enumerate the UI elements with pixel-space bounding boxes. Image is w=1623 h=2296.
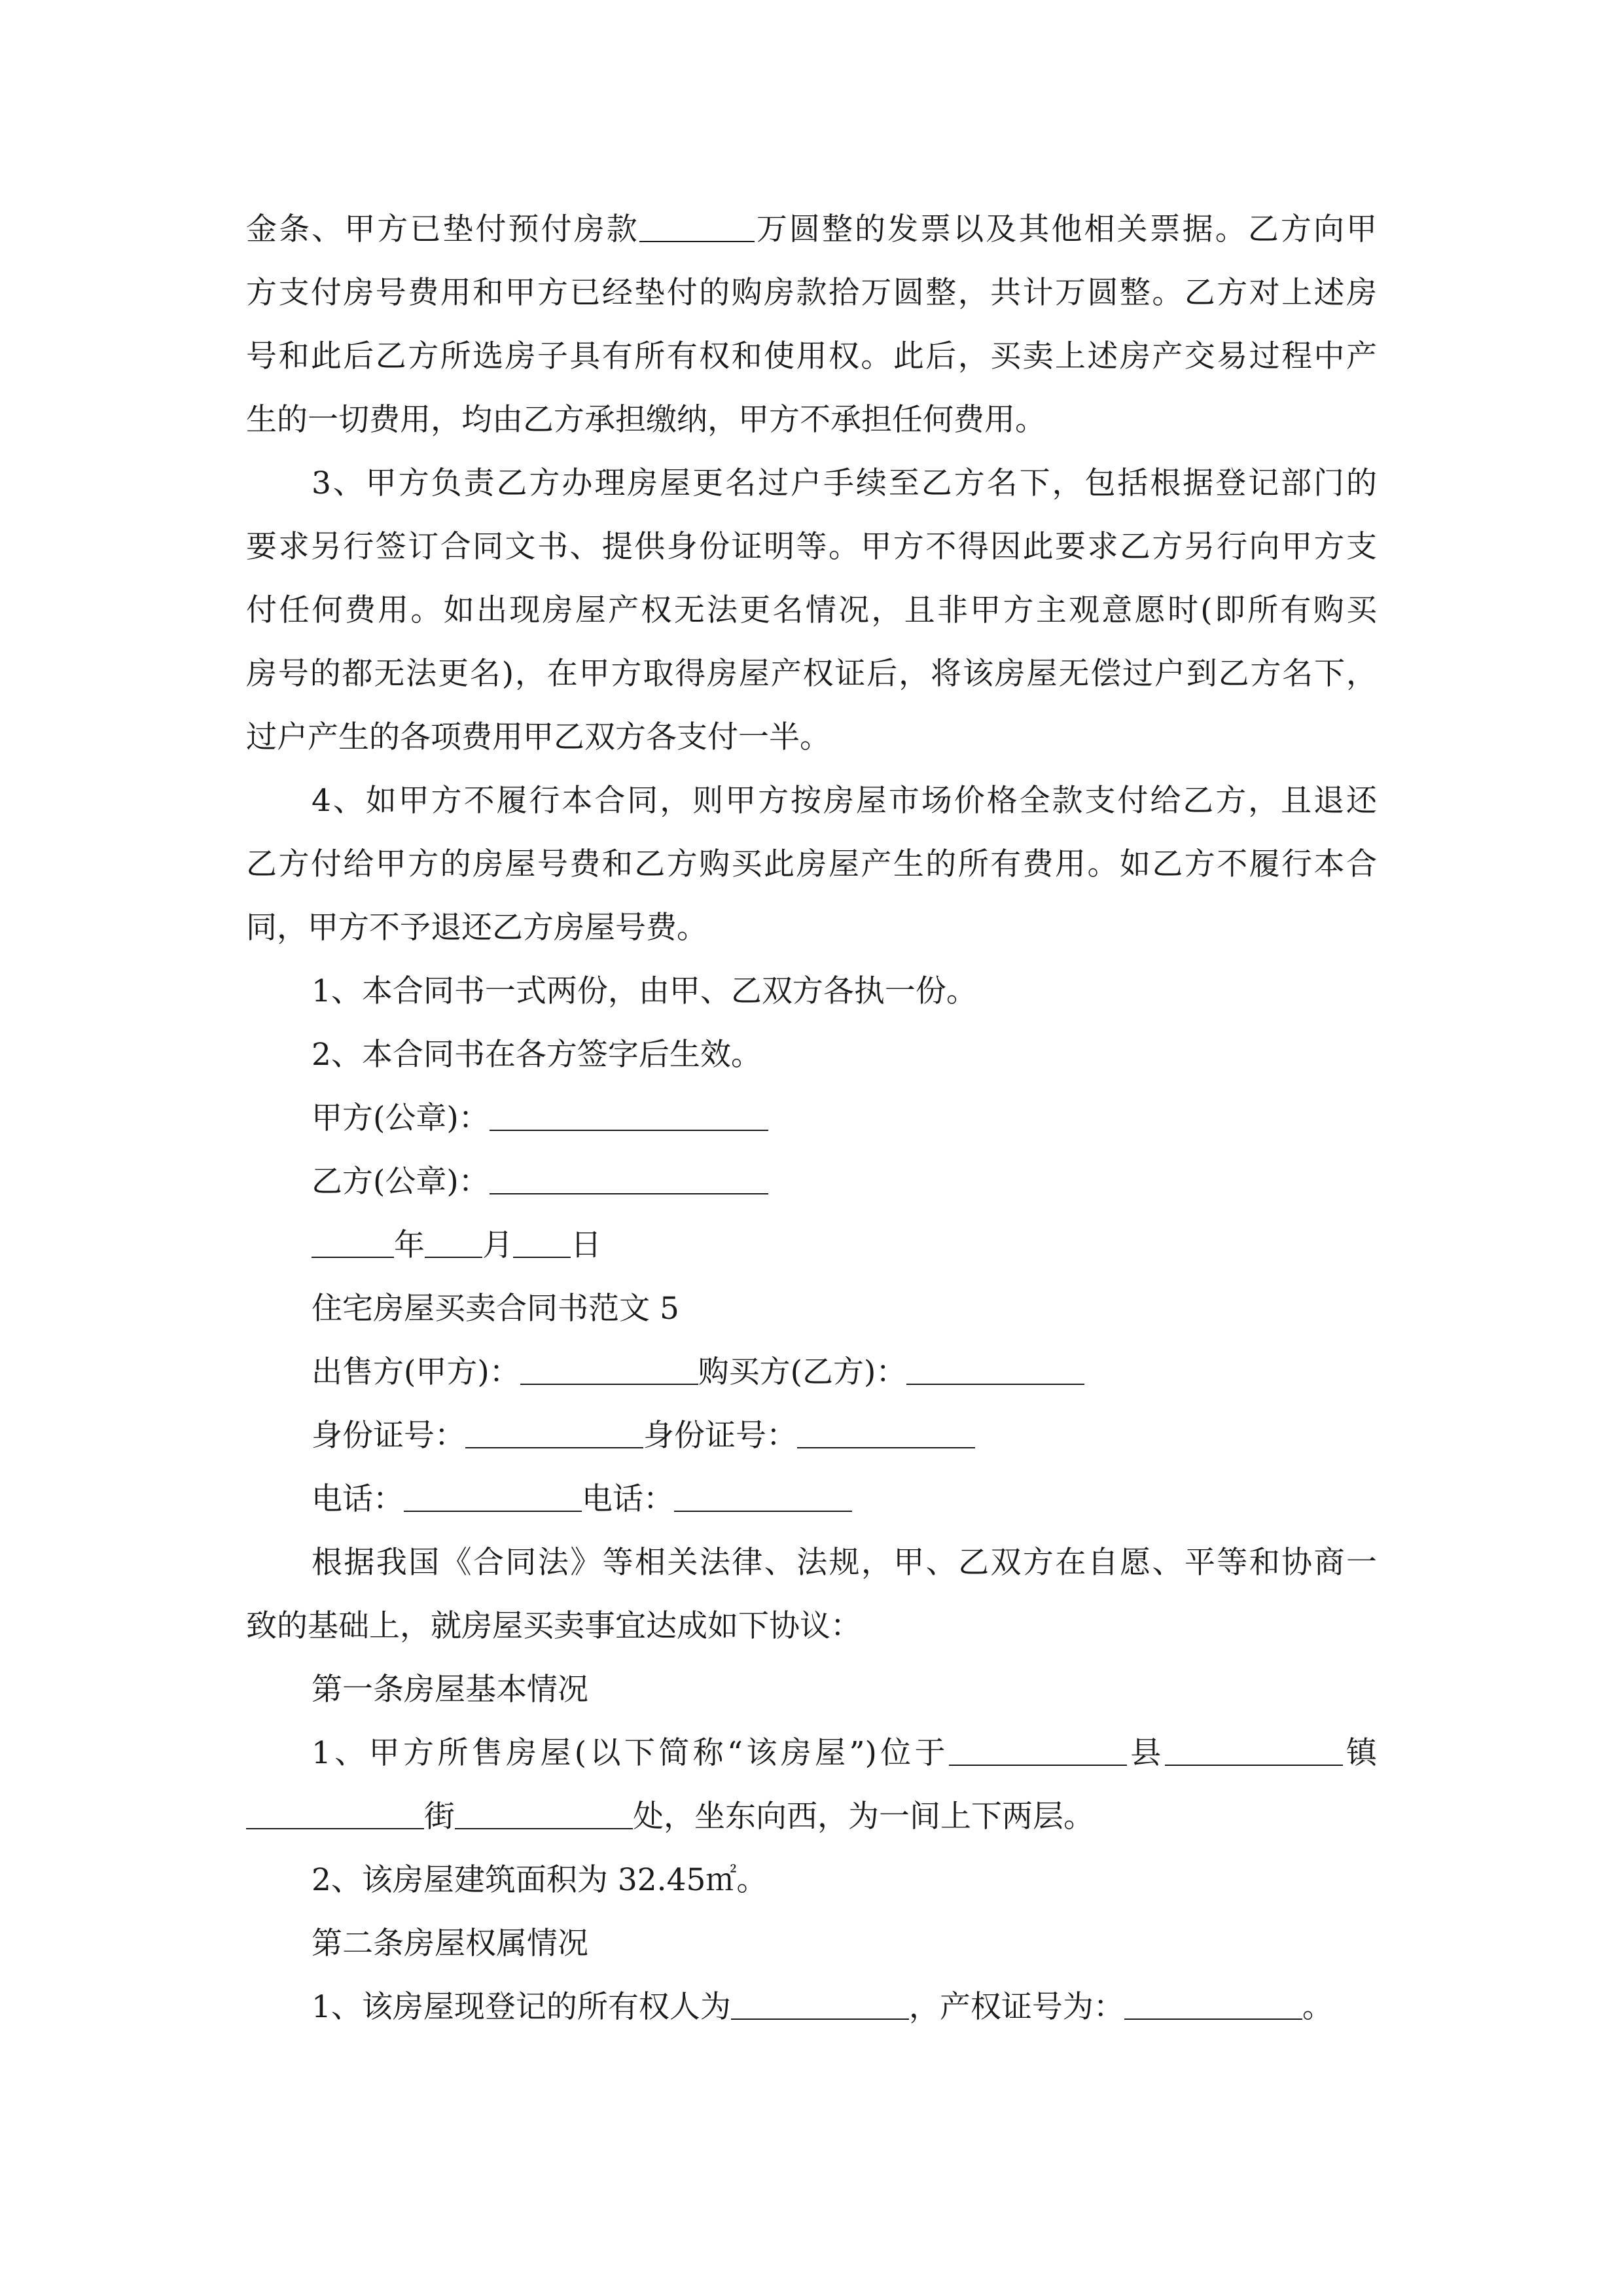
signature-blank — [490, 1103, 768, 1131]
paragraph-line: 号和此后乙方所选房子具有所有权和使用权。此后，买卖上述房产交易过程中产 — [246, 338, 1377, 374]
paragraph-line: 4、如甲方不履行本合同，则甲方按房屋市场价格全款支付给乙方，且退还 — [312, 783, 1377, 819]
location-blank — [455, 1802, 633, 1829]
year-blank — [312, 1230, 394, 1258]
section-title: 住宅房屋买卖合同书范文 5 — [312, 1291, 679, 1327]
phone-line: 电话： 电话： — [246, 1467, 1377, 1531]
town-blank — [1165, 1738, 1343, 1766]
party-a-seal-line: 甲方(公章)： — [246, 1086, 1377, 1150]
paragraph-line: 3、甲方负责乙方办理房屋更名过户手续至乙方名下，包括根据登记部门的 — [312, 465, 1377, 501]
phone-blank — [404, 1484, 582, 1512]
paragraph-line: 过户产生的各项费用甲乙双方各支付一半。 — [246, 719, 830, 755]
seller-blank — [520, 1357, 698, 1385]
clause-copies: 1、本合同书一式两份，由甲、乙双方各执一份。 — [312, 973, 977, 1009]
paragraph-line: 1、甲方所售房屋(以下简称“该房屋”)位于 县 镇 — [312, 1735, 1377, 1771]
id-number-line: 身份证号： 身份证号： — [246, 1404, 1377, 1467]
paragraph-line: 付任何费用。如出现房屋产权无法更名情况，且非甲方主观意愿时(即所有购买 — [246, 592, 1377, 628]
county-blank — [949, 1738, 1127, 1766]
phone-blank — [674, 1484, 852, 1512]
certificate-blank — [1124, 1992, 1302, 2020]
parties-line: 出售方(甲方)： 购买方(乙方)： — [246, 1340, 1377, 1404]
area-clause: 2、该房屋建筑面积为 32.45㎡。 — [312, 1862, 768, 1898]
clause-effective: 2、本合同书在各方签字后生效。 — [312, 1037, 762, 1073]
paragraph-line: 同，甲方不予退还乙方房屋号费。 — [246, 910, 707, 946]
paragraph-line: 方支付房号费用和甲方已经垫付的购房款拾万圆整，共计万圆整。乙方对上述房 — [246, 275, 1377, 311]
buyer-blank — [906, 1357, 1084, 1385]
paragraph-line: 要求另行签订合同文书、提供身份证明等。甲方不得因此要求乙方另行向甲方支 — [246, 529, 1377, 565]
owner-blank — [731, 1992, 909, 2020]
party-b-seal-line: 乙方(公章)： — [246, 1150, 1377, 1213]
street-blank — [246, 1802, 424, 1829]
month-blank — [425, 1230, 482, 1258]
paragraph-line: 房号的都无法更名)，在甲方取得房屋产权证后，将该房屋无偿过户到乙方名下， — [246, 656, 1377, 692]
article-heading: 第二条房屋权属情况 — [312, 1926, 588, 1962]
id-blank — [797, 1421, 975, 1448]
paragraph-line: 生的一切费用，均由乙方承担缴纳，甲方不承担任何费用。 — [246, 402, 1046, 438]
article-heading: 第一条房屋基本情况 — [312, 1672, 588, 1708]
blank-field — [639, 215, 755, 242]
paragraph-line: 乙方付给甲方的房屋号费和乙方购买此房屋产生的所有费用。如乙方不履行本合 — [246, 846, 1377, 882]
paragraph-line: 根据我国《合同法》等相关法律、法规，甲、乙双方在自愿、平等和协商一 — [312, 1545, 1377, 1581]
paragraph-line: 金条、甲方已垫付预付房款 万圆整的发票以及其他相关票据。乙方向甲 — [246, 211, 1377, 247]
owner-line: 1、该房屋现登记的所有权人为 ，产权证号为： 。 — [312, 1989, 1333, 2025]
date-line: 年 月 日 — [246, 1213, 1377, 1277]
day-blank — [513, 1230, 571, 1258]
paragraph-line: 街 处，坐东向西，为一间上下两层。 — [246, 1785, 1377, 1848]
signature-blank — [490, 1167, 768, 1194]
paragraph-line: 致的基础上，就房屋买卖事宜达成如下协议： — [246, 1608, 861, 1644]
document-body — [246, 198, 1377, 2039]
id-blank — [465, 1421, 643, 1448]
